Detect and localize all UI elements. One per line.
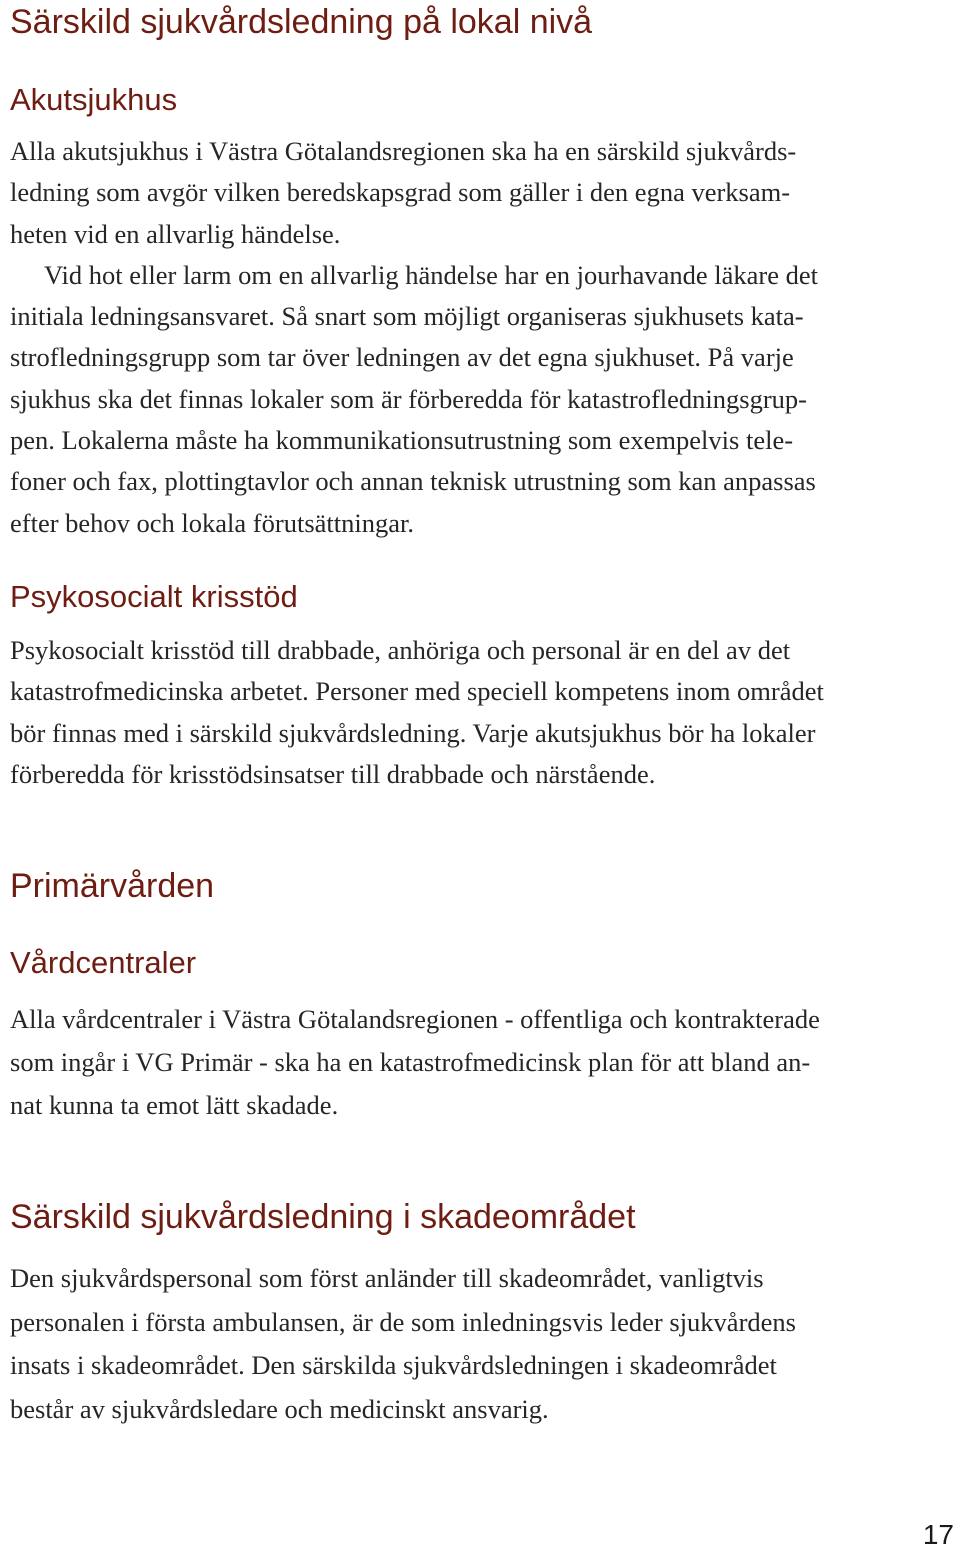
- text-line: Psykosocialt krisstöd till drabbade, anhöriga och personal är en del av det: [10, 635, 791, 665]
- text-line: katastrofmedicinska arbetet. Personer med speciell kompetens inom området: [10, 676, 824, 707]
- text-line: pen. Lokalerna måste ha kommunikationsutrustning som exempelvis tele-: [10, 425, 794, 456]
- heading-psykosocialt-krisstod: Psykosocialt krisstöd: [10, 579, 298, 614]
- paragraph-skadeomradet: [10, 1257, 796, 1431]
- text-line: Alla vårdcentraler i Västra Götalandsregionen - offentliga och kontrakterade: [10, 1004, 820, 1034]
- paragraph-psykosocialt-krisstod: [10, 630, 824, 795]
- heading-lokal-niva: Särskild sjukvårdsledning på lokal nivå: [10, 3, 593, 41]
- text-line: efter behov och lokala förutsättningar.: [10, 507, 414, 538]
- text-line: heten vid en allvarlig händelse.: [10, 218, 341, 249]
- text-line: Vid hot eller larm om en allvarlig händelse har en jourhavande läkare det: [44, 259, 818, 290]
- text-line: insats i skadeområdet. Den särskilda sjukvårdsledningen i skadeområdet: [10, 1350, 777, 1380]
- text-line: Alla akutsjukhus i Västra Götalandsregionen ska ha en särskild sjukvårds-: [10, 136, 797, 166]
- paragraph-vardcentraler: [10, 998, 820, 1127]
- text-line: foner och fax, plottingtavlor och annan teknisk utrustning som kan anpassas: [10, 466, 816, 497]
- text-line: består av sjukvårdsledare och medicinskt ansvarig.: [10, 1393, 549, 1424]
- text-line: förberedda för krisstödsinsatser till drabbade och närstående.: [10, 758, 656, 789]
- text-line: bör finnas med i särskild sjukvårdsledning. Varje akutsjukhus bör ha lokaler: [10, 717, 816, 748]
- heading-primarvarden: Primärvården: [10, 867, 215, 905]
- text-line: ledning som avgör vilken beredskapsgrad som gäller i den egna verksam-: [10, 177, 791, 208]
- text-line: personalen i första ambulansen, är de som inledningsvis leder sjukvårdens: [10, 1306, 796, 1337]
- heading-skadeomradet: Särskild sjukvårdsledning i skadeområdet: [10, 1198, 636, 1236]
- heading-akutsjukhus: Akutsjukhus: [10, 82, 178, 117]
- text-line: strofledningsgrupp som tar över ledningen av det egna sjukhuset. På varje: [10, 342, 794, 373]
- heading-vardcentraler: Vårdcentraler: [10, 945, 197, 980]
- text-line: Den sjukvårdspersonal som först anländer till skadeområdet, vanligtvis: [10, 1263, 764, 1293]
- paragraph-akutsjukhus: [10, 131, 818, 544]
- text-line: nat kunna ta emot lätt skadade.: [10, 1090, 339, 1120]
- text-line: som ingår i VG Primär - ska ha en katastrofmedicinsk plan för att bland an-: [10, 1047, 811, 1077]
- page-number: 17: [922, 1519, 954, 1550]
- text-line: sjukhus ska det finnas lokaler som är förberedda för katastrofledningsgrup-: [10, 383, 807, 414]
- text-line: initiala ledningsansvaret. Så snart som möjligt organiseras sjukhusets kata-: [10, 301, 804, 332]
